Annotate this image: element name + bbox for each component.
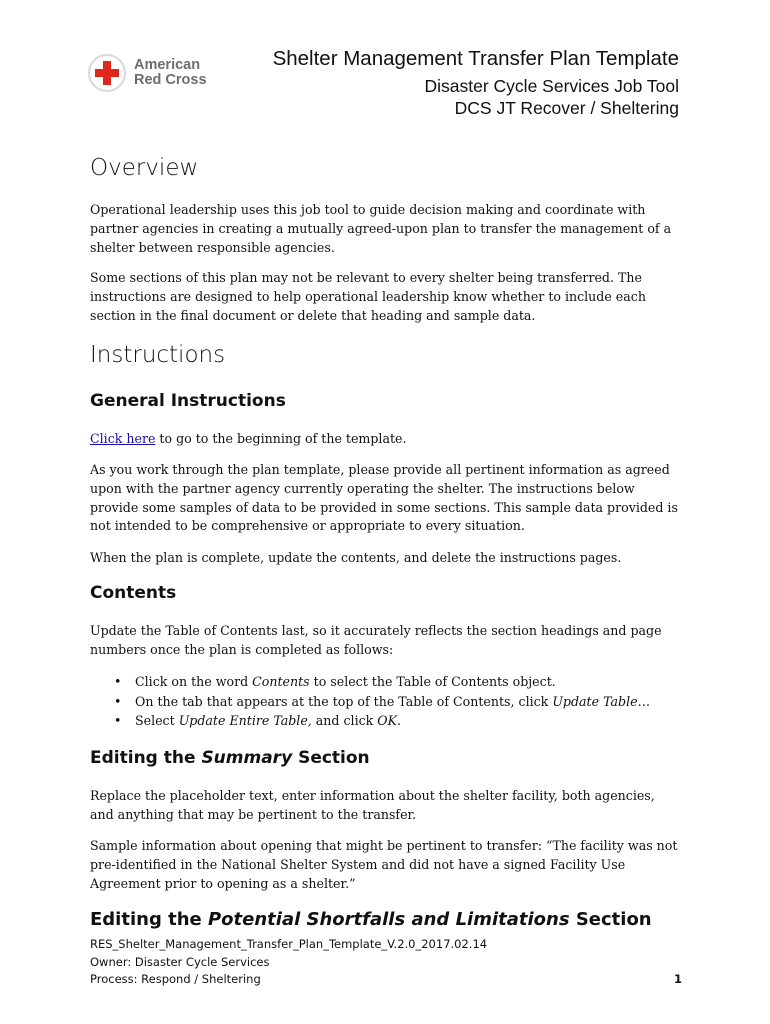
click-here-link[interactable]: Click here: [90, 431, 156, 446]
overview-heading: Overview: [90, 155, 199, 181]
summary-section-heading: Editing the Summary Section: [90, 748, 370, 768]
instructions-heading: Instructions: [90, 342, 226, 368]
footer-filename: RES_Shelter_Management_Transfer_Plan_Template_V.2.0_2017.02.14: [90, 937, 488, 951]
list-item: • Select Update Entire Table, and click OK.: [135, 711, 650, 731]
contents-heading: Contents: [90, 583, 177, 603]
document-title: Shelter Management Transfer Plan Template: [272, 47, 679, 70]
document-subtitle-2: DCS JT Recover / Sheltering: [454, 98, 679, 118]
footer-process: Process: Respond / Sheltering: [90, 972, 261, 986]
document-subtitle: Disaster Cycle Services Job Tool: [424, 76, 679, 96]
list-item: • On the tab that appears at the top of the Table of Contents, click Update Table…: [135, 692, 650, 712]
list-item: • Click on the word Contents to select the Table of Contents object.: [135, 672, 650, 692]
click-here-paragraph: [90, 430, 406, 449]
page-footer: [90, 936, 682, 989]
overview-paragraph-1: Operational leadership uses this job tool to guide decision making and coordinate with partner agencies in creating a mutually agreed-upon plan to transfer the management of a shelter between responsible agencies.: [90, 202, 672, 255]
general-instructions-heading: General Instructions: [90, 391, 286, 411]
logo-wordmark: [134, 58, 207, 88]
logo-line2: Red Cross: [134, 72, 207, 88]
general-paragraph-2: As you work through the plan template, please provide all pertinent information as agreed upon with the partner agency currently operating the shelter. The instructions below provide some samples of data to be provided in some sections. This sample data provided is not intended to be comprehensive or appropriate to every situation.: [90, 462, 678, 534]
overview-paragraph-2: Some sections of this plan may not be relevant to every shelter being transferred. The instructions are designed to help operational leadership know whether to include each section in the final document or delete that heading and sample data.: [90, 270, 646, 323]
red-cross-icon: [88, 54, 126, 92]
general-paragraph-3: When the plan is complete, update the contents, and delete the instructions pages.: [90, 550, 622, 565]
red-cross-logo: [88, 51, 218, 95]
contents-steps-list: [90, 672, 650, 731]
summary-paragraph-1: Replace the placeholder text, enter information about the shelter facility, both agencies, and anything that may be pertinent to the transfer.: [90, 788, 655, 822]
contents-paragraph: Update the Table of Contents last, so it accurately reflects the section headings and page numbers once the plan is completed as follows:: [90, 623, 662, 657]
logo-line1: American: [134, 57, 201, 73]
page-number: 1: [673, 972, 682, 986]
summary-paragraph-2: Sample information about opening that might be pertinent to transfer: “The facility was not pre-identified in the National Shelter System and did not have a signed Facility Use Agreement prior to opening as a shelter.”: [90, 838, 678, 891]
click-here-text: to go to the beginning of the template.: [155, 431, 407, 446]
footer-owner: Owner: Disaster Cycle Services: [90, 954, 270, 969]
shortfalls-section-heading: Editing the Potential Shortfalls and Limitations Section: [90, 909, 652, 930]
